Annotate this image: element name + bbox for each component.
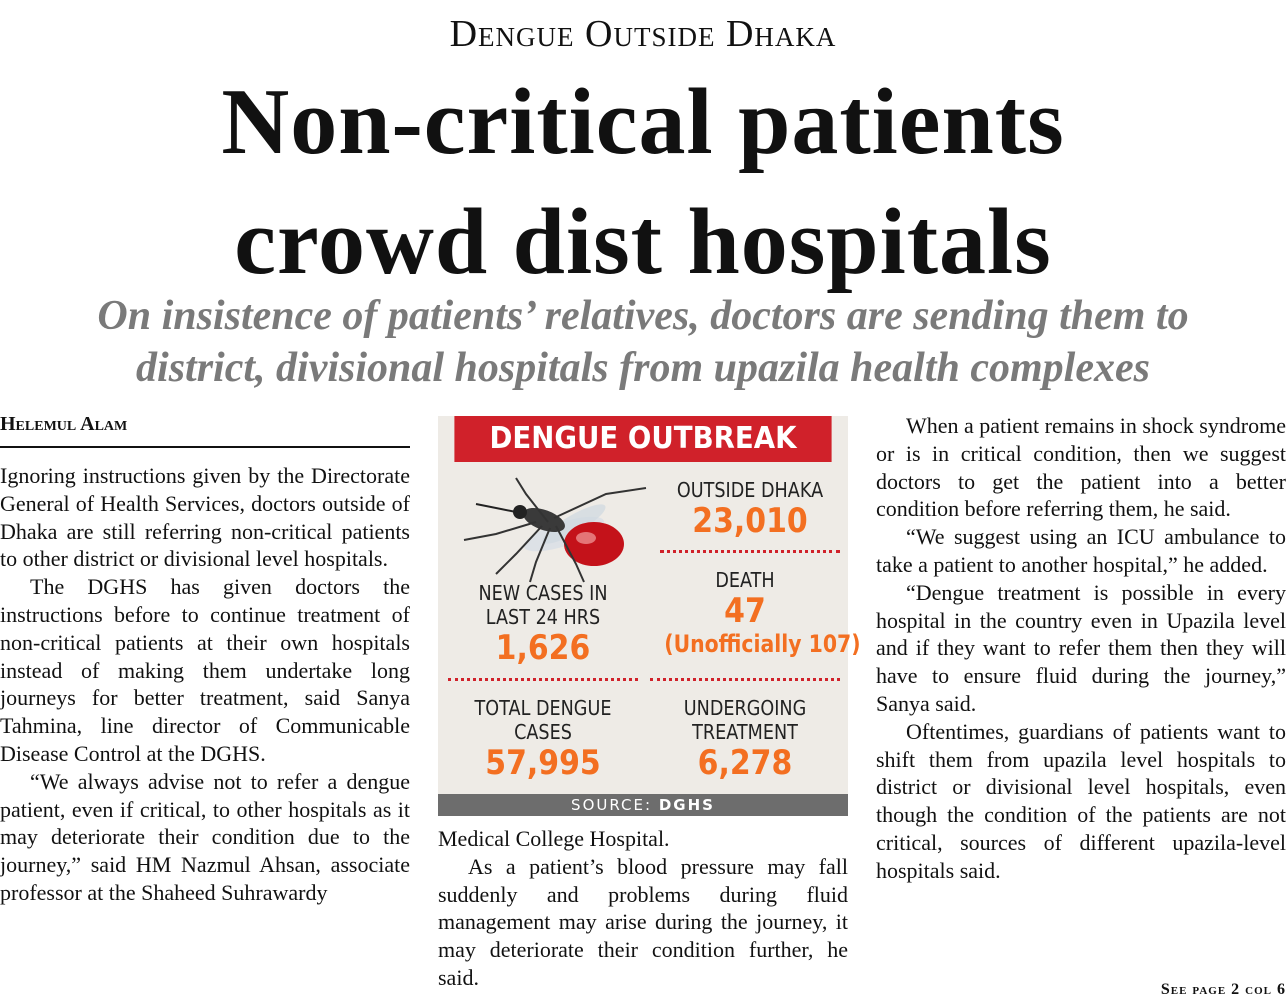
headline-line-2: crowd dist hospitals: [234, 190, 1052, 294]
kicker: Dengue Outside Dhaka: [449, 13, 837, 55]
mosquito-icon: [456, 474, 656, 584]
paragraph: “We always advise not to refer a dengue patient, even if critical, to other hospitals as it may deteriorate their condition due to the journey,” said HM Nazmul Ahsan, associate professor at the Shaheed Suhrawardy: [0, 768, 410, 905]
paragraph: “Dengue treatment is possible in every hospital in the country even in Upazila level and if they want to refer them then they will have to ensure fluid during the journey,” Sanya said.: [876, 579, 1286, 716]
paragraph: As a patient’s blood pressure may fall suddenly and problems during fluid management may arise during the journey, it may deteriorate their condition further, he said.: [438, 853, 848, 990]
source-label: SOURCE:: [571, 796, 653, 814]
byline-rule: [0, 446, 410, 448]
paragraph: Medical College Hospital.: [438, 826, 670, 851]
column-2: [438, 825, 848, 992]
jump-line: See page 2 col 6: [1160, 981, 1286, 998]
paragraph: The DGHS has given doctors the instructions before to continue treatment of non-critical patients at their own hospitals instead of making them undertake long journeys for better treatment, said Sanya Tahmina, line director of Communicable Disease Control at the DGHS.: [0, 574, 410, 766]
deck-line-2: district, divisional hospitals from upazila health complexes: [136, 345, 1150, 391]
death-label: DEATH: [715, 568, 775, 592]
undergoing-treatment-stat: [650, 696, 840, 782]
death-value: 47: [724, 591, 766, 631]
deck-line-1: On insistence of patients’ relatives, doctors are sending them to: [97, 293, 1189, 339]
outside-dhaka-stat: [660, 478, 840, 540]
divider: [448, 678, 638, 681]
paragraph: When a patient remains in shock syndrome or is in critical condition, then we suggest doctors to get the patient into a better condition before referring them, he said.: [876, 413, 1286, 522]
infobox-title: DENGUE OUTBREAK: [454, 416, 831, 462]
source-value: DGHS: [658, 796, 715, 814]
total-cases-label: TOTAL DENGUE CASES: [474, 696, 612, 744]
undergoing-treatment-label: UNDERGOING TREATMENT: [683, 696, 807, 744]
undergoing-treatment-value: 6,278: [697, 743, 793, 783]
new-cases-value: 1,626: [495, 628, 591, 668]
column-3: [876, 412, 1286, 885]
divider: [660, 550, 840, 553]
outside-dhaka-value: 23,010: [692, 501, 808, 541]
paragraph: Ignoring instructions given by the Directorate General of Health Services, doctors outside of Dhaka are still referring non-critical patients to other district or divisional level hospitals.: [0, 463, 410, 572]
byline: Helemul Alam: [0, 413, 128, 435]
paragraph: Oftentimes, guardians of patients want to shift them from upazila level hospitals to district or divisional level hospitals, even though the condition of the patients are not critical, sources of different upazila-level hospitals said.: [876, 718, 1286, 883]
column-1: [0, 462, 410, 907]
total-cases-value: 57,995: [485, 743, 601, 783]
death-stat: [650, 568, 861, 658]
infobox: [438, 416, 861, 816]
headline-line-1: Non-critical patients: [221, 70, 1065, 174]
death-note: (Unofficially 107): [664, 630, 861, 658]
total-cases-stat: [448, 696, 638, 782]
source-bar: [438, 794, 848, 816]
deck: [0, 290, 1286, 394]
headline: [0, 62, 1286, 302]
new-cases-label: NEW CASES IN LAST 24 HRS: [478, 581, 608, 629]
paragraph: “We suggest using an ICU ambulance to take a patient to another hospital,” he added.: [876, 524, 1286, 577]
new-cases-stat: [448, 581, 638, 667]
divider: [650, 678, 840, 681]
outside-dhaka-label: OUTSIDE DHAKA: [676, 478, 824, 502]
